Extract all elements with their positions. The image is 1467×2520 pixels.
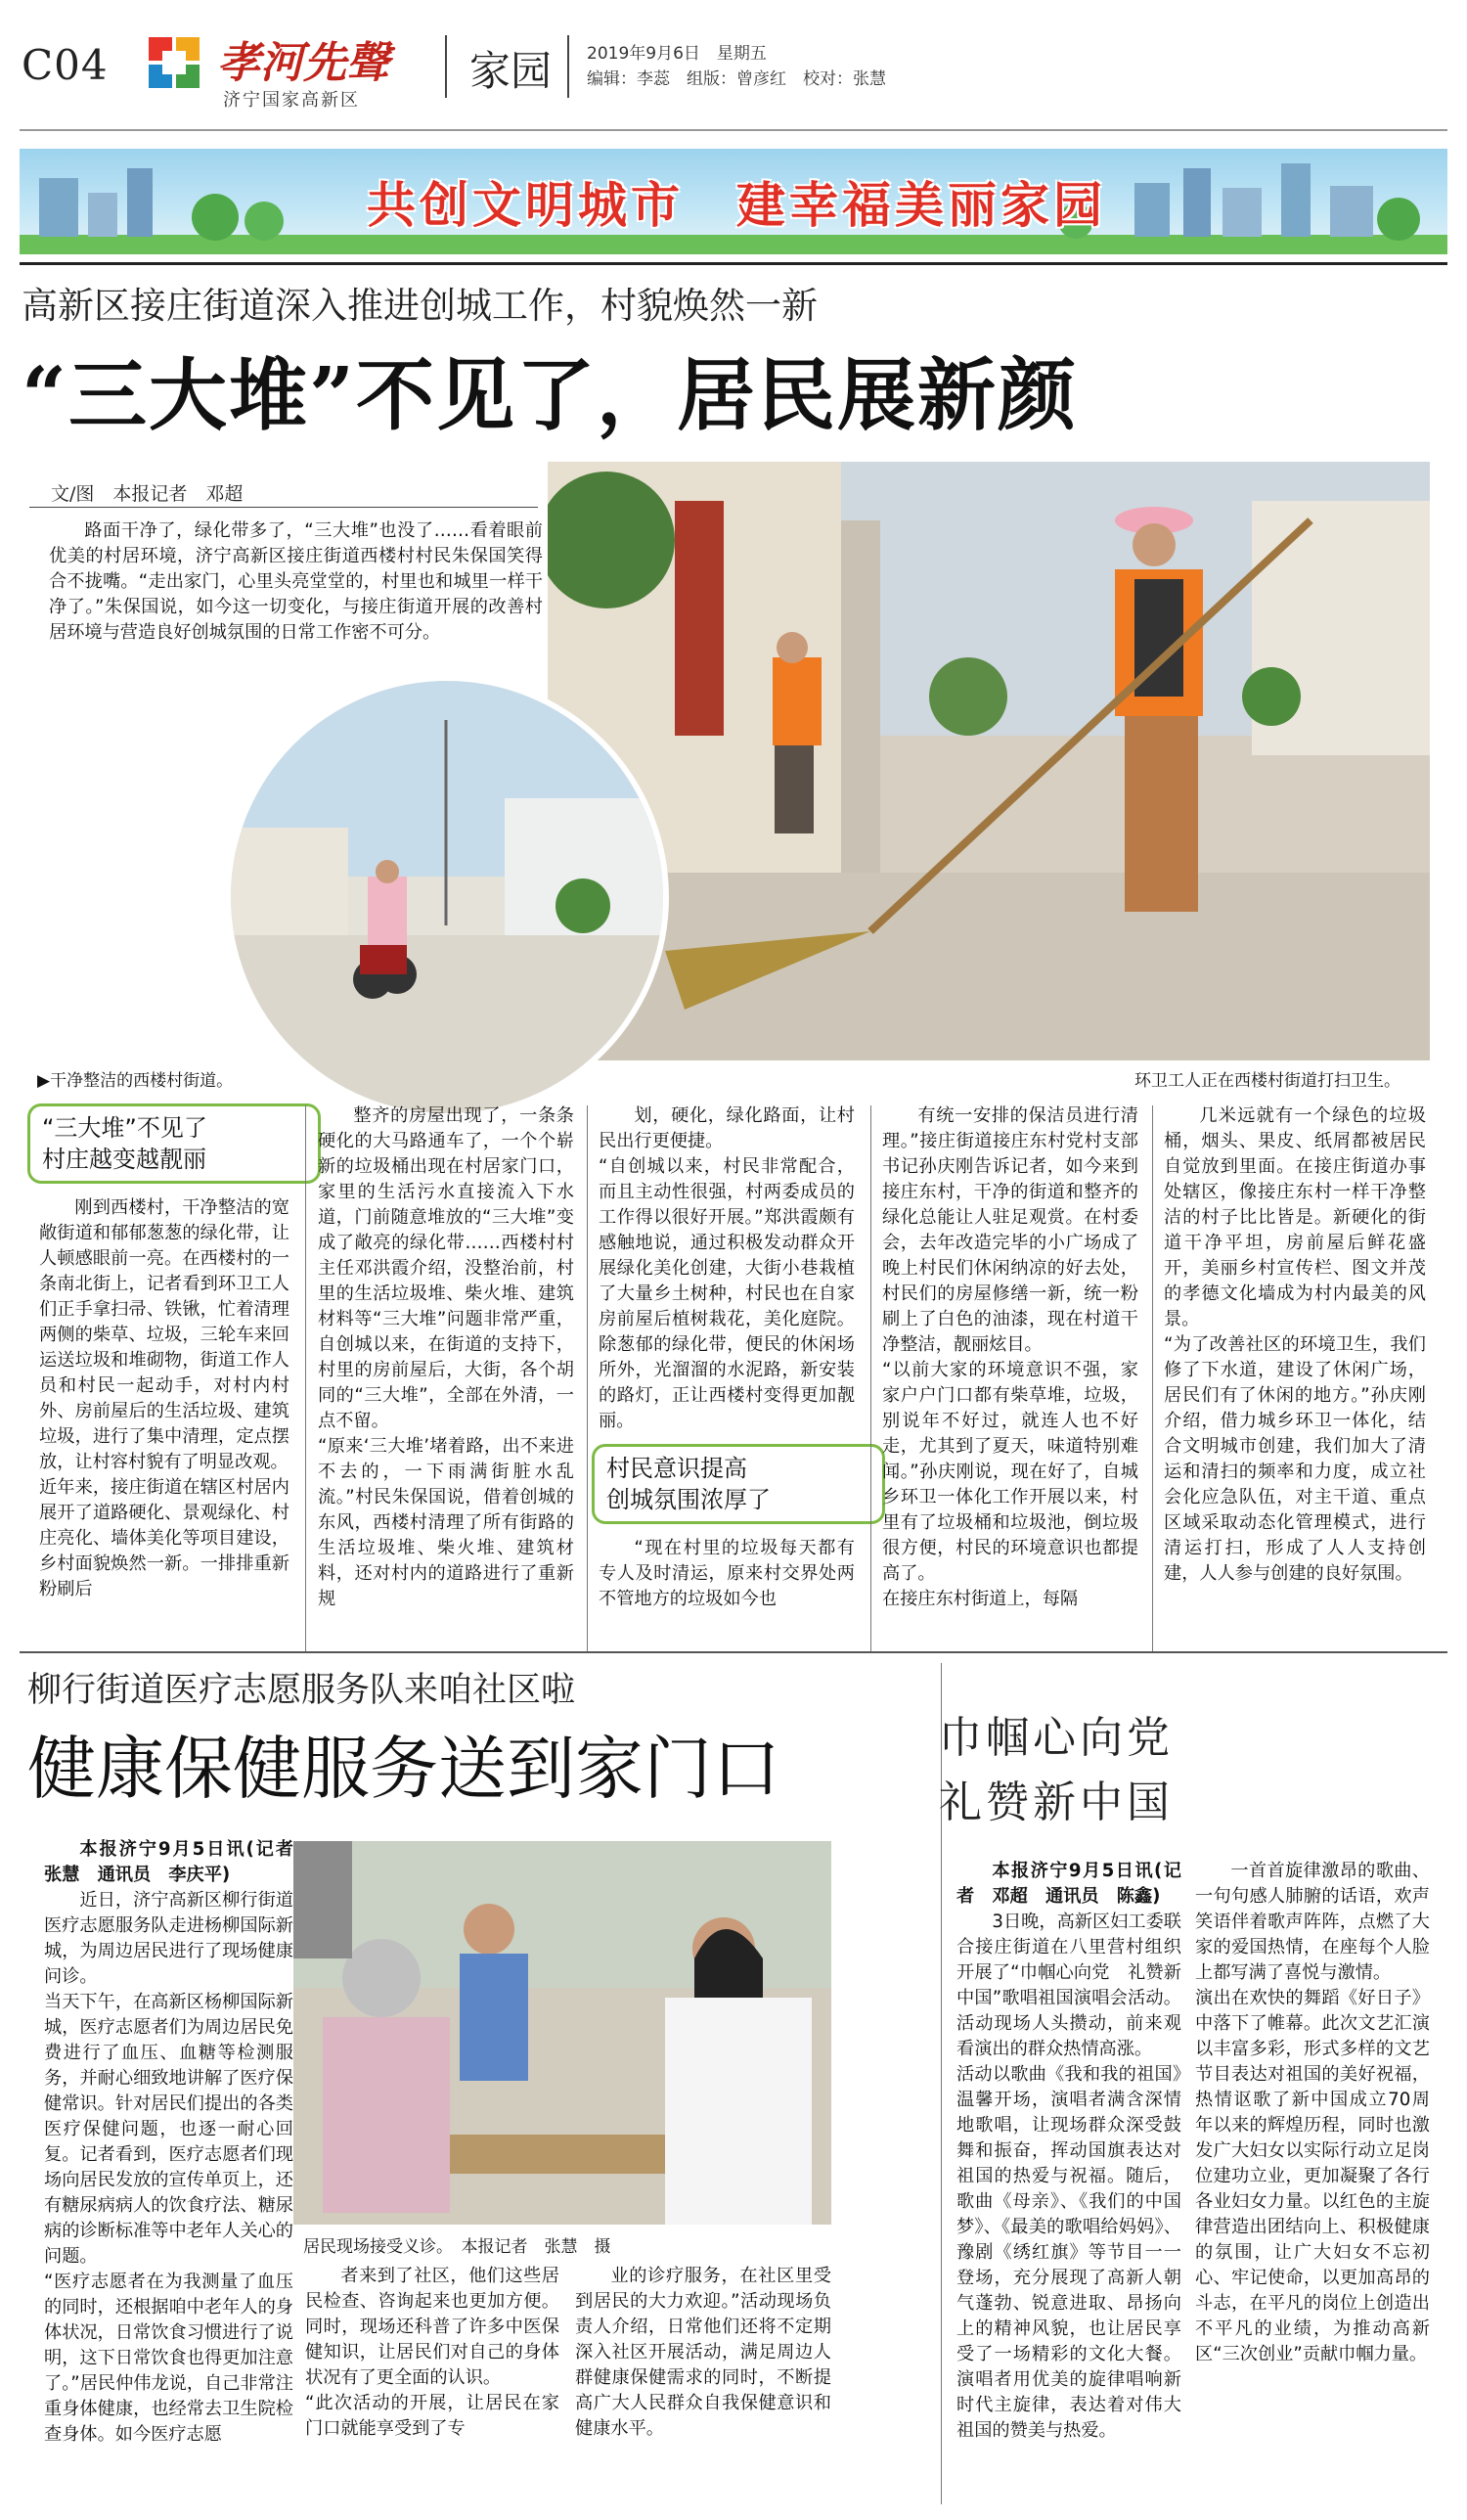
section-rule [20,1651,1447,1653]
editors-line: 编辑：李蕊 组版：曾彦红 校对：张慧 [587,69,886,89]
article1-title: “三大堆”不见了，居民展新颜 [22,349,1079,441]
article1-column-4 [882,1103,1138,1612]
article3-dateline: 本报济宁9月5日讯(记者 邓超 通讯员 陈鑫) [956,1861,1181,1907]
article3-title-line1: 巾帼心向党 [939,1713,1174,1763]
article3-column-1 [956,1859,1181,2444]
article1-col5-text: 几米远就有一个绿色的垃圾桶，烟头、果皮、纸屑都被居民自觉放到里面。在接庄街道办事处辖区，像接庄东村一样干净整洁的村子比比皆是。新硬化的街道干净平坦，房前屋后鲜花盛开，美丽乡村宣传栏、图文并茂的孝德文化墙成为村内最美的风景。 “为了改善社区的环境卫生，我们修了下水道，建设了休闲广场，居民们有了休闲的地方。”孙庆刚介绍，借力城乡环卫一体化，结合文明城市创建，我们加大了清运和清扫的频率和力度，成立社会化应急队伍，对主干道、重点区域采取动态化管理模式，进行清运打扫，形成了人人支持创建，人人参与创建的良好氛围。 [1164,1105,1426,1584]
lead-paragraph: 路面干净了，绿化带多了，“三大堆”也没了……看着眼前优美的村居环境，济宁高新区接庄街道西楼村村民朱保国笑得合不拢嘴。“走出家门，心里头亮堂堂的，村里也和城里一样干净了。”朱保国说，如今这一切变化，与接庄街道开展的改善村居环境与营造良好创城氛围的日常工作密不可分。 [49,520,543,643]
banner-rule [20,262,1447,265]
column-divider [870,1105,871,1653]
header-divider [445,35,447,98]
column-divider [587,1105,588,1653]
article2-col3-text: 业的诊疗服务，在社区里受到居民的大力欢迎。”活动现场负责人介绍，日常他们还将不定期深入社区开展活动，满足周边人群健康保健需求的同时，不断提高广大人民群众自我保健意识和健康水平。 [575,2266,831,2439]
article2-column-2 [305,2264,559,2442]
article2-title: 健康保健服务送到家门口 [27,1729,780,1809]
article2-col2-text: 者来到了社区，他们这些居民检查、咨询起来也更加方便。同时，现场还科普了许多中医保健知识，让居民们对自己的身体状况有了更全面的认识。 “此次活动的开展，让居民在家门口就能享受到了专 [305,2266,559,2439]
article1-column-3 [599,1103,855,1434]
article1-kicker: 高新区接庄街道深入推进创城工作，村貌焕然一新 [22,285,818,327]
paper-logo-icon [147,35,201,90]
article1-lead [49,518,543,646]
article2-kicker: 柳行街道医疗志愿服务队来咱社区啦 [27,1671,576,1710]
slogan-banner [20,149,1447,254]
column-divider [1152,1105,1153,1653]
article1-subhead-1: “三大堆”不见了 村庄越变越靓丽 [27,1103,321,1184]
article1-column-2 [318,1103,574,1612]
article2-dateline: 本报济宁9月5日讯(记者 张慧 通讯员 李庆平) [44,1839,293,1885]
header-rule [20,129,1447,131]
article2-col1-text: 近日，济宁高新区柳行街道医疗志愿服务队走进杨柳国际新城，为周边居民进行了现场健康问诊。 当天下午，在高新区杨柳国际新城，医疗志愿者们为周边居民免费进行了血压、血糖等检测服务，并耐心细致地讲解了医疗保健常识。针对居民们提出的各类医疗保健问题，也逐一耐心回复。记者看到，医疗志愿者们现场向居民发放的宣传单页上，还有糖尿病病人的饮食疗法、糖尿病的诊断标准等中老年人关心的问题。 “医疗志愿者在为我测量了血压的同时，还根据咱中老年人的身体状况，日常饮食习惯进行了说明，这下日常饮食也得更加注意了。”居民仲伟龙说，自己非常注重身体健康，也经常去卫生院检查身体。如今医疗志愿 [44,1890,293,2445]
paper-name: 孝河先聲 [217,38,389,88]
header-divider [567,35,569,98]
article1-col3a-text: 划，硬化，绿化路面，让村民出行更便捷。 “自创城以来，村民非常配合，而且主动性很强，村两委成员的工作得以很好开展。”郑洪霞颇有感触地说，通过积极发动群众开展绿化美化创建，大街小巷栽植了大量乡土树种，村民也在自家房前屋后植树栽花，美化庭院。除葱郁的绿化带，便民的休闲场所外，光溜溜的水泥路，新安装的路灯，正让西楼村变得更加靓丽。 [599,1105,855,1431]
column-divider [305,1105,306,1653]
street-scene-illustration [231,681,663,1113]
right-photo-caption: 环卫工人正在西楼村街道打扫卫生。 [1134,1071,1400,1091]
article3-col2-text: 一首首旋律激昂的歌曲、一句句感人肺腑的话语，欢声笑语伴着歌声阵阵，点燃了大家的爱国热情，在座每个人脸上都写满了喜悦与激情。 演出在欢快的舞蹈《好日子》中落下了帷幕。此次文艺汇演以丰富多彩，形式多样的文艺节目表达对祖国的美好祝福，热情讴歌了新中国成立70周年以来的辉煌历程，同时也激发广大妇女以实际行动立足岗位建功立业，更加凝聚了各行各业妇女力量。以红色的主旋律营造出团结向上、积极健康的氛围，让广大妇女不忘初心、牢记使命，以更加高昂的斗志，在平凡的岗位上创造出不平凡的业绩，为推动高新区“三次创业”贡献巾帼力量。 [1195,1861,1430,2364]
left-photo-caption: ▶干净整洁的西楼村街道。 [37,1071,234,1091]
article1-subhead-2: 村民意识提高 创城氛围浓厚了 [592,1444,885,1524]
article1-column-5 [1164,1103,1426,1587]
section-name: 家园 [469,47,553,95]
article2-photo-caption: 居民现场接受义诊。 本报记者 张慧 摄 [303,2237,611,2257]
article1-byline: 文/图 本报记者 邓超 [51,483,244,505]
issue-date: 2019年9月6日 星期五 [587,44,767,64]
article2-column-3 [575,2264,831,2442]
article3-column-2 [1195,1859,1430,2367]
article2-column-1 [44,1837,293,2448]
checkup-scene-illustration [293,1841,831,2225]
article1-column-1 [39,1195,289,1602]
article1-col2-text: 整齐的房屋出现了，一条条硬化的大马路通车了，一个个崭新的垃圾桶出现在村居家门口，家里的生活污水直接流入下水道，门前随意堆放的“三大堆”变成了敞亮的绿化带……西楼村村主任邓洪霞介绍，没整治前，村里的生活垃圾堆、柴火堆、建筑材料等“三大堆”问题非常严重，自创城以来，在街道的支持下，村里的房前屋后，大街，各个胡同的“三大堆”，全部在外清，一点不留。 “原来‘三大堆’堵着路，出不来进不去的，一下雨满街脏水乱流。”村民朱保国说，借着创城的东风，西楼村清理了所有街路的生活垃圾堆、柴火堆、建筑材料，还对村内的道路进行了重新规 [318,1105,574,1609]
medical-checkup-photo [293,1841,831,2225]
article3-title-line2: 礼赞新中国 [939,1778,1174,1827]
street-round-photo [225,675,669,1119]
article1-col1-text: 刚到西楼村，干净整洁的宽敞街道和郁郁葱葱的绿化带，让人顿感眼前一亮。在西楼村的一条南北街上，记者看到环卫工人们正手拿扫帚、铁锹，忙着清理两侧的柴草、垃圾，三轮车来回运送垃圾和堆砌物，街道工作人员和村民一起动手，对村内村外、房前屋后的生活垃圾、建筑垃圾，进行了集中清理，定点摆放，让村容村貌有了明显改观。 近年来，接庄街道在辖区村居内展开了道路硬化、景观绿化、村庄亮化、墙体美化等项目建设，乡村面貌焕然一新。一排排重新粉刷后 [39,1197,289,1599]
article3-col1-text: 3日晚，高新区妇工委联合接庄街道在八里营村组织开展了“巾帼心向党 礼赞新中国”歌唱祖国演唱会活动。活动现场人头攒动，前来观看演出的群众热情高涨。 活动以歌曲《我和我的祖国》温馨开场，演唱者满含深情地歌唱，让现场群众深受鼓舞和振奋，挥动国旗表达对祖国的热爱与祝福。随后，歌曲《母亲》、《我们的中国梦》、《最美的歌唱给妈妈》、豫剧《绣红旗》等节目一一登场，充分展现了高新人朝气蓬勃、锐意进取、昂扬向上的精神风貌，也让居民享受了一场精彩的文化大餐。演唱者用优美的旋律唱响新时代主旋律，表达着对伟大祖国的赞美与热爱。 [956,1912,1181,2441]
street-sweeper-photo [548,462,1430,1060]
article1-col4-text: 有统一安排的保洁员进行清理。”接庄街道接庄东村党村支部书记孙庆刚告诉记者，如今来到接庄东村，干净的街道和整齐的绿化总能让人驻足观赏。在村委会，去年改造完毕的小广场成了晚上村民们休闲纳凉的好去处，村民们的房屋修缮一新，统一粉刷上了白色的油漆，现在村道干净整洁，靓丽炫目。 “以前大家的环境意识不强，家家户户门口都有柴草堆，垃圾，别说年不好过，就连人也不好走，尤其到了夏天，味道特别难闻。”孙庆刚说，现在好了，自城乡环卫一体化工作开展以来，村里有了垃圾桶和垃圾池，倒垃圾很方便，村民的环境意识也都提高了。 在接庄东村街道上，每隔 [882,1105,1138,1609]
sweeper-scene-illustration [548,462,1430,1060]
article1-col3b-text: “现在村里的垃圾每天都有专人及时清运，原来村交界处两不管地方的垃圾如今也 [599,1538,855,1609]
banner-slogan: 共创文明城市 建幸福美丽家园 [367,177,1106,234]
page-number: C04 [22,41,109,89]
byline-rule [29,507,538,508]
paper-subtitle: 济宁国家高新区 [223,90,360,111]
article1-column-3b [599,1536,855,1612]
